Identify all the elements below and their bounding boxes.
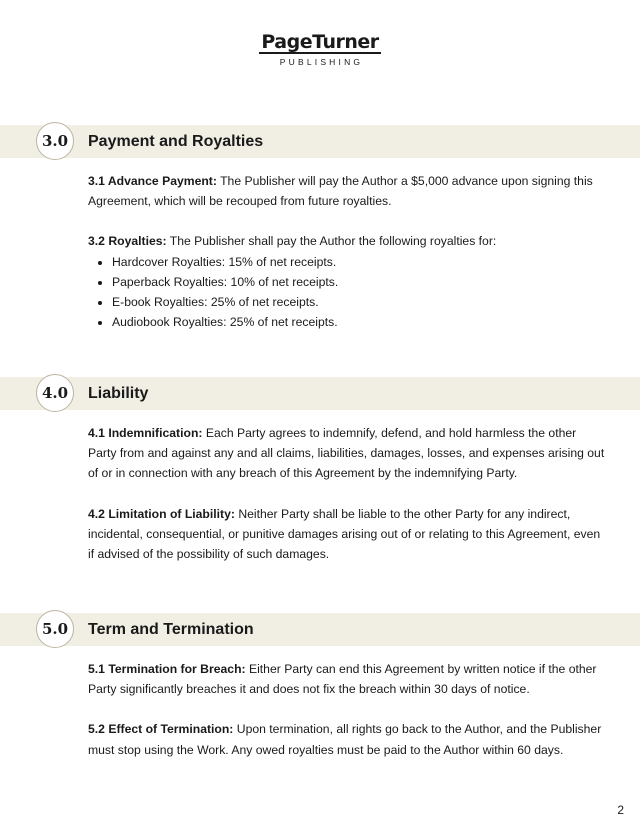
clause-text: Neither Party shall be liable to the other Party for any indirect, incidental, consequential, or punitive damages arising out of or relating to this Agreement, even if advised of the possibility of such damages. — [88, 506, 601, 562]
clause-text: The Publisher shall pay the Author the following royalties for: — [166, 234, 497, 249]
publisher-logo — [0, 32, 640, 67]
clause-label: 4.1 Indemnification: — [88, 426, 203, 440]
clause — [88, 423, 608, 484]
logo-subtitle: PUBLISHING — [279, 57, 364, 67]
clause-text: Either Party can end this Agreement by written notice if the other Party significantly breaches it and does not fix the breach within 30 days of notice. — [88, 662, 597, 697]
page-number: 2 — [617, 803, 624, 817]
section-body — [88, 171, 608, 332]
section-title: Term and Termination — [88, 621, 254, 638]
list-item: • Paperback Royalties: 10% of net receipts. — [112, 272, 608, 292]
logo-wordmark: PageTurner — [261, 31, 379, 53]
clause — [88, 659, 608, 699]
clause-label: 4.2 Limitation of Liability: — [88, 506, 235, 521]
section-body — [88, 659, 608, 760]
royalty-list — [88, 252, 608, 333]
section-body — [88, 423, 608, 564]
list-item: • E-book Royalties: 25% of net receipts. — [112, 292, 608, 312]
clause — [88, 231, 608, 251]
clause-text: The Publisher will pay the Author a $5,000 advance upon signing this Agreement, which will be recouped from future royalties. — [88, 174, 593, 209]
clause-text: Each Party agrees to indemnify, defend, and hold harmless the other Party from and against any and all claims, liabilities, damages, losses, and expenses arising out of or in connection with any breach of this Agreement by the indemnifying Party. — [88, 426, 605, 481]
clause — [88, 504, 608, 565]
section-number-badge: 5.0 — [36, 610, 74, 648]
clause-label: 5.2 Effect of Termination: — [88, 722, 234, 737]
clause — [88, 719, 608, 759]
section-number-badge: 4.0 — [36, 374, 74, 412]
list-item: • Audiobook Royalties: 25% of net receipts. — [112, 312, 608, 332]
section-title: Payment and Royalties — [88, 133, 264, 150]
clause-label: 5.1 Termination for Breach: — [88, 662, 246, 676]
clause-label: 3.2 Royalties: — [88, 234, 167, 249]
clause-text: Upon termination, all rights go back to the Author, and the Publisher must stop using the Work. Any owed royalties must be paid to the Author within 60 days. — [88, 722, 602, 757]
section-title: Liability — [88, 385, 149, 402]
list-item: • Hardcover Royalties: 15% of net receipts. — [112, 252, 608, 272]
clause-label: 3.1 Advance Payment: — [88, 174, 217, 188]
clause — [88, 171, 608, 211]
section-number-badge: 3.0 — [36, 122, 74, 160]
